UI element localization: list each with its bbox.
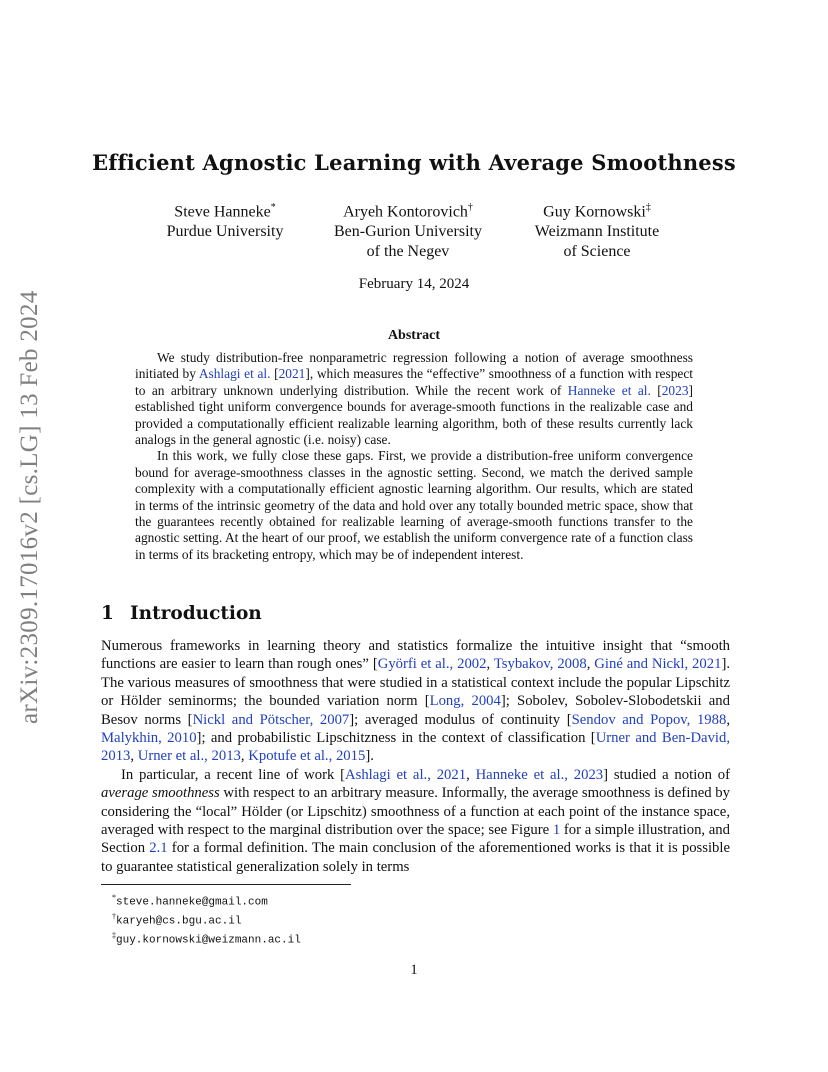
abstract-paragraph-1 <box>135 350 693 448</box>
author-name: Guy Kornowski <box>543 203 646 221</box>
citation-link[interactable]: Kpotufe et al., 2015 <box>248 748 366 765</box>
section-ref-link[interactable]: 2.1 <box>149 840 168 857</box>
citation-year-link[interactable]: 2021 <box>278 366 306 382</box>
text-run: , <box>240 748 249 765</box>
text-run: ]; and probabilistic Lipschitzness in the context of classification [ <box>196 730 596 747</box>
figure-ref-link[interactable]: 1 <box>552 822 561 839</box>
body-paragraph-2 <box>101 766 730 876</box>
text-run: We study distribution-free nonparametric regression following a notion of average smoothness initiated by <box>135 350 693 382</box>
section-number: 1 <box>101 603 114 624</box>
footnote-mark: ‡ <box>112 931 116 941</box>
author-affiliation-line2: of the Negev <box>366 243 450 261</box>
footnote-mark[interactable]: * <box>270 202 276 213</box>
citation-link[interactable]: Long, 2004 <box>429 693 501 710</box>
section-heading <box>101 603 262 624</box>
author-block <box>140 198 310 242</box>
citation-link[interactable]: Tsybakov, 2008 <box>493 656 587 673</box>
citation-link[interactable]: Ashlagi et al., 2021 <box>345 766 467 783</box>
footnote-divider <box>101 884 351 885</box>
text-run: [ <box>270 366 279 382</box>
citation-link[interactable]: Nickl and Pötscher, 2007 <box>192 711 350 728</box>
body-text <box>101 637 730 876</box>
author-affiliation-line2: of Science <box>563 243 631 261</box>
citation-link[interactable]: Urner et al., 2013 <box>137 748 241 765</box>
citation-link[interactable]: Ashlagi et al. <box>198 366 271 382</box>
text-run: , <box>466 766 476 783</box>
citation-year-link[interactable]: 2023 <box>661 382 689 398</box>
author-block <box>512 198 682 262</box>
text-run: , <box>586 656 595 673</box>
footnote-mark[interactable]: ‡ <box>645 202 651 213</box>
text-run: for a simple illustration, and Section <box>101 822 730 857</box>
text-run: Numerous frameworks in learning theory and statistics formalize the intuitive insight that “smooth functions are easier to learn than rough ones” [ <box>101 638 730 673</box>
footnote-email[interactable]: karyeh@cs.bgu.ac.il <box>116 915 242 928</box>
text-run: , <box>726 711 730 728</box>
text-run: for a formal definition. The main conclusion of the aforementioned works is that it is possible to guarantee statistical generalization solely in terms <box>101 840 730 875</box>
footnote <box>112 910 301 929</box>
author-name: Steve Hanneke <box>174 203 271 221</box>
body-paragraph-1 <box>101 637 730 766</box>
author-affiliation: Ben-Gurion University <box>334 223 482 241</box>
text-run: ], which measures the “effective” smoothness of a function with respect to an arbitrary unknown underlying distribution. While the recent work of <box>135 366 693 398</box>
text-run: ]. <box>365 748 374 765</box>
abstract-paragraph-2: In this work, we fully close these gaps. First, we provide a distribution-free uniform convergence bound for average-smoothness classes in the agnostic setting. Second, we match the derived sample complexity with a computationally efficient agnostic learning algorithm. Our results, which are stated in terms of the intrinsic geometry of the data and hold over any totally bounded metric space, show that the guarantees recently obtained for realizable learning of average-smooth functions transfer to the agnostic setting. At the heart of our proof, we establish the uniform convergence rate of a function class in terms of its bracketing entropy, which may be of independent interest. <box>135 448 693 562</box>
citation-link[interactable]: Malykhin, 2010 <box>101 730 197 747</box>
paper-title: Efficient Agnostic Learning with Average Smoothness <box>92 150 736 175</box>
text-run: ]; Sobolev, Sobolev-Slobodetskii and Besov norms [ <box>101 693 730 728</box>
abstract-heading: Abstract <box>387 328 441 343</box>
footnote <box>112 929 301 948</box>
text-run: ] established tight uniform convergence bounds for average-smooth functions in the realizable case and provided a computationally efficient realizable learning algorithm, both of these results currently lack analogs in the general agnostic (i.e. noisy) case. <box>135 382 693 448</box>
text-run: , <box>130 748 138 765</box>
footnote-mark: * <box>112 893 116 902</box>
author-name: Aryeh Kontorovich <box>343 203 468 221</box>
footnotes <box>112 891 301 948</box>
text-run: [ <box>650 382 662 398</box>
citation-link[interactable]: Urner and Ben-David, 2013 <box>101 730 731 765</box>
author-affiliation: Purdue University <box>166 223 284 241</box>
citation-link[interactable]: Györfi et al., 2002 <box>377 656 487 673</box>
citation-link[interactable]: Hanneke et al. <box>567 382 651 398</box>
text-run: with respect to an arbitrary measure. Informally, the average smoothness is defined by considering the “local” Hölder (or Lipschitz) smoothness of a function at each point of the instance space, averaged with respect to the marginal distribution over the space; see Figure <box>101 785 730 839</box>
author-affiliation: Weizmann Institute <box>534 223 660 241</box>
paper-date: February 14, 2024 <box>358 276 470 292</box>
emphasis-text: average smoothness <box>101 785 220 802</box>
footnote-email[interactable]: guy.kornowski@weizmann.ac.il <box>116 934 301 947</box>
footnote-mark[interactable]: † <box>467 202 473 213</box>
footnote <box>112 891 301 910</box>
arxiv-identifier[interactable]: arXiv:2309.17016v2 [cs.LG] 13 Feb 2024 <box>16 290 43 724</box>
page-number: 1 <box>410 962 418 978</box>
citation-link[interactable]: Sendov and Popov, 1988 <box>571 711 727 728</box>
text-run: ] studied a notion of <box>603 766 731 783</box>
text-run: ]. The various measures of smoothness that were studied in a statistical context include the popular Lipschitz or Hölder seminorms; the bounded variation norm [ <box>101 656 731 710</box>
author-block <box>318 198 498 262</box>
text-run: , <box>486 656 494 673</box>
text-run: In particular, a recent line of work [ <box>121 766 346 783</box>
text-run: ]; averaged modulus of continuity [ <box>349 711 572 728</box>
citation-link[interactable]: Hanneke et al., 2023 <box>475 766 604 783</box>
footnote-email[interactable]: steve.hanneke@gmail.com <box>116 896 268 909</box>
section-title: Introduction <box>130 603 262 624</box>
footnote-mark: † <box>112 912 116 922</box>
abstract-text <box>135 350 693 563</box>
citation-link[interactable]: Giné and Nickl, 2021 <box>594 656 722 673</box>
